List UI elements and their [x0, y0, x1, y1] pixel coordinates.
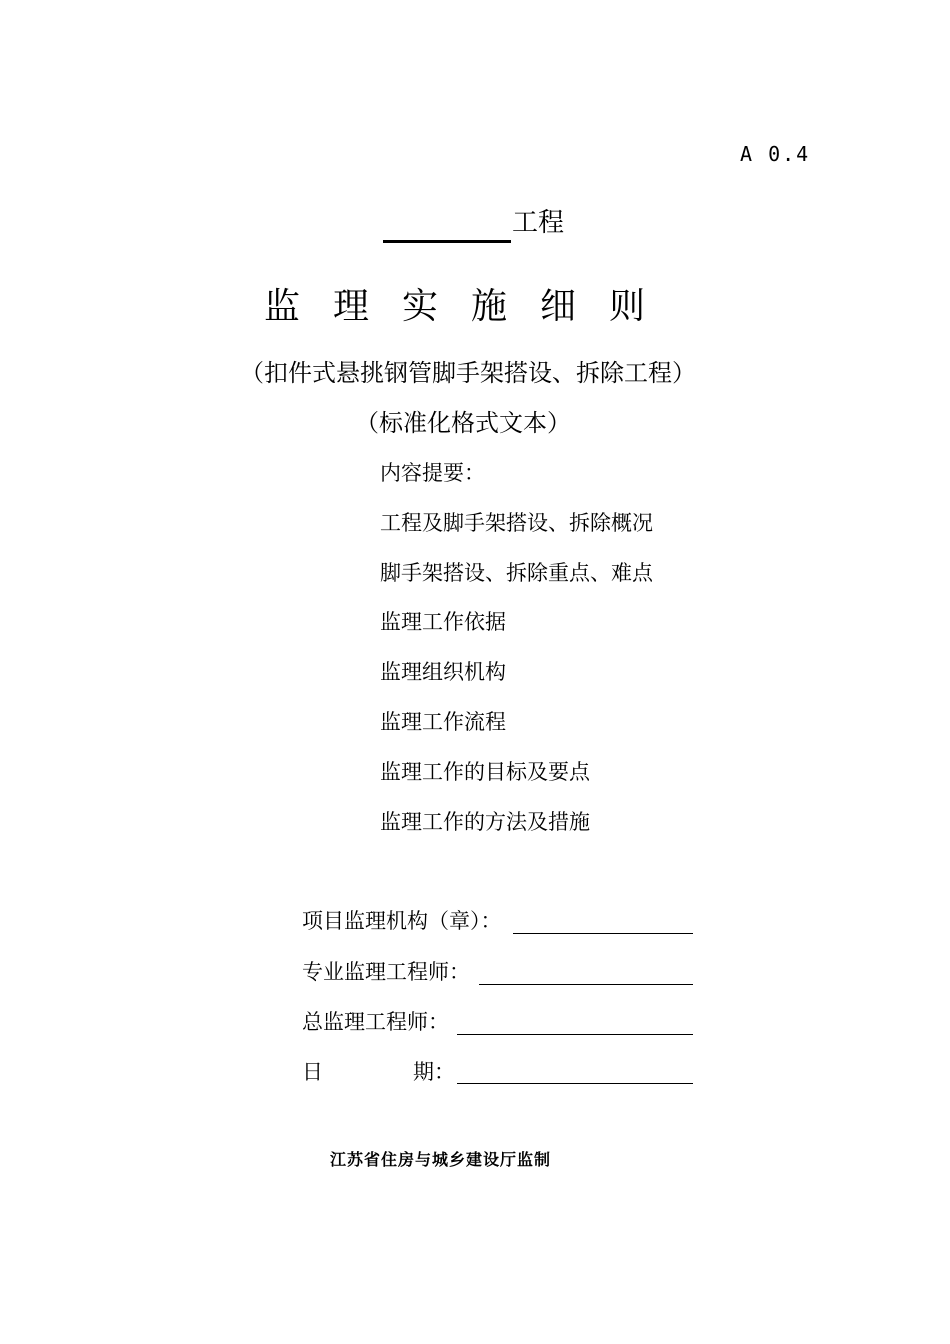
- contents-item: 监理工作的方法及措施: [380, 810, 590, 834]
- contents-item: 工程及脚手架搭设、拆除概况: [380, 511, 653, 535]
- date-label-right: 期：: [413, 1060, 455, 1084]
- issuer-footer: 江苏省住房与城乡建设厅监制: [330, 1150, 552, 1169]
- chief-engineer-label: 总监理工程师：: [302, 1010, 449, 1034]
- date-label-left: 日: [302, 1060, 323, 1084]
- contents-item: 监理工作的目标及要点: [380, 760, 590, 784]
- project-name-blank[interactable]: [383, 240, 511, 243]
- specialist-engineer-field[interactable]: [479, 984, 693, 985]
- contents-item: 监理工作流程: [380, 710, 506, 734]
- document-subtitle-format: （标准化格式文本）: [355, 409, 571, 437]
- contents-heading: 内容提要：: [380, 461, 485, 485]
- document-subtitle: （扣件式悬挑钢管脚手架搭设、拆除工程）: [240, 359, 696, 387]
- supervision-org-label: 项目监理机构（章）：: [302, 909, 502, 933]
- document-title: 监理实施细则: [264, 286, 679, 327]
- supervision-org-field[interactable]: [513, 933, 693, 934]
- contents-item: 监理组织机构: [380, 660, 506, 684]
- project-suffix: 工程: [512, 208, 565, 238]
- contents-item: 监理工作依据: [380, 610, 506, 634]
- date-field[interactable]: [457, 1083, 693, 1084]
- specialist-engineer-label: 专业监理工程师：: [302, 960, 470, 984]
- form-code: A 0.4: [740, 142, 811, 166]
- contents-item: 脚手架搭设、拆除重点、难点: [380, 561, 653, 585]
- chief-engineer-field[interactable]: [457, 1034, 693, 1035]
